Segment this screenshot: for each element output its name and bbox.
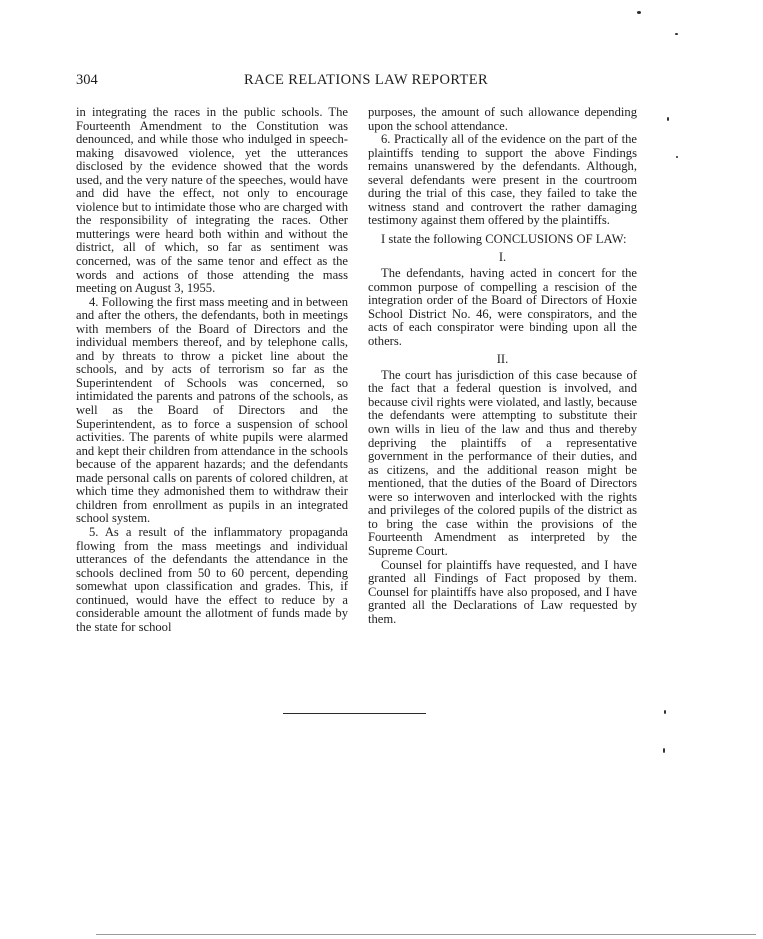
scan-speck <box>663 748 665 753</box>
paragraph-continued: in integrating the races in the public schools. The Fourteenth Amendment to the Constitution was denounced, and while those who indulged in speech-making disavowed violence, yet the utterances disclosed by the evidence showed that the words used, and the very nature of the speeches, would have and did have the effect, not only to encourage violence but to intimidate those who are charged with the responsibility of integrating the races. Other mutterings were heard both within and without the district, all of which, so far as sentiment was concerned, was of the same tenor and effect as the words and actions of those attending the mass meeting on August 3, 1955. <box>76 105 348 296</box>
page-number: 304 <box>76 72 98 88</box>
conclusion-heading-2: II. <box>496 352 509 367</box>
paragraph-4: 4. Following the first mass meeting and in between and after the others, the defendants, both in meetings with members of the Board of Directors and the individual members thereof, and by telephone calls, and by threats to throw a picket line about the schools, and by acts of terrorism so far as the Superintendent of Schools was concerned, so intimidated the parents and patrons of the schools, as well as the Board of Directors and the Superintendent, as to force a suspension of school activities. The parents of white pupils were alarmed and kept their children from attendance in the schools because of the apparent hazards; and the defendants made personal calls on parents of colored children, at which time they admonished them to withdraw their children from enrollment as pupils in an integrated school system. <box>76 294 348 526</box>
scan-speck <box>675 33 678 35</box>
paragraph-5: 5. As a result of the inflammatory propaganda flowing from the mass meetings and individual utterances of the defendants the attendance in the schools declined from 50 to 60 percent, depending somewhat upon classification and grades. This, if continued, would have the effect to reduce by a considerable amount the allotment of funds made by the state for school <box>76 524 348 634</box>
paragraph-5-continued: purposes, the amount of such allowance depending upon the school attendance. <box>368 105 637 133</box>
running-header <box>0 72 763 92</box>
counsel-paragraph: Counsel for plaintiffs have requested, and I have granted all Findings of Fact proposed by them. Counsel for plaintiffs have also proposed, and I have granted all the Declarations of Law requested by them. <box>368 557 637 626</box>
scan-speck <box>676 156 678 158</box>
left-column <box>76 106 348 634</box>
running-title: RACE RELATIONS LAW REPORTER <box>244 72 489 88</box>
scan-speck <box>664 710 666 714</box>
end-rule <box>283 713 426 714</box>
conclusion-1-text: The defendants, having acted in concert for the common purpose of compelling a rescision of the integration order of the Board of Directors of Hoxie School District No. 46, were conspirators, and the acts of each conspirator were binding upon all the others. <box>368 266 637 348</box>
conclusion-heading-1: I. <box>498 250 507 265</box>
conclusions-intro: I state the following CONCLUSIONS OF LAW: <box>381 231 627 246</box>
paragraph-6: 6. Practically all of the evidence on the part of the plaintiffs tending to support the above Findings remains unanswered by the defendants. Although, several defendants were present in the courtroom during the trial of this case, they failed to take the witness stand and controvert the rather damaging testimony against them offered by the plaintiffs. <box>368 132 637 228</box>
conclusion-2-text: The court has jurisdiction of this case because of the fact that a federal question is involved, and because civil rights were violated, and lastly, because the defendants were attempting to substitute their own wills in lieu of the law and thus and thereby depriving the plaintiffs of a representative government in the performance of their duties, and as citizens, and the additional reason might be mentioned, that the duties of the Board of Directors were so interwoven and interlocked with the rights and privileges of the colored pupils of the district as to bring the case within the provisions of the Fourteenth Amendment as interpreted by the Supreme Court. <box>368 367 637 558</box>
scan-speck <box>667 117 669 121</box>
right-column <box>368 106 637 626</box>
scan-speck <box>637 11 641 14</box>
scan-edge-line <box>96 934 756 935</box>
